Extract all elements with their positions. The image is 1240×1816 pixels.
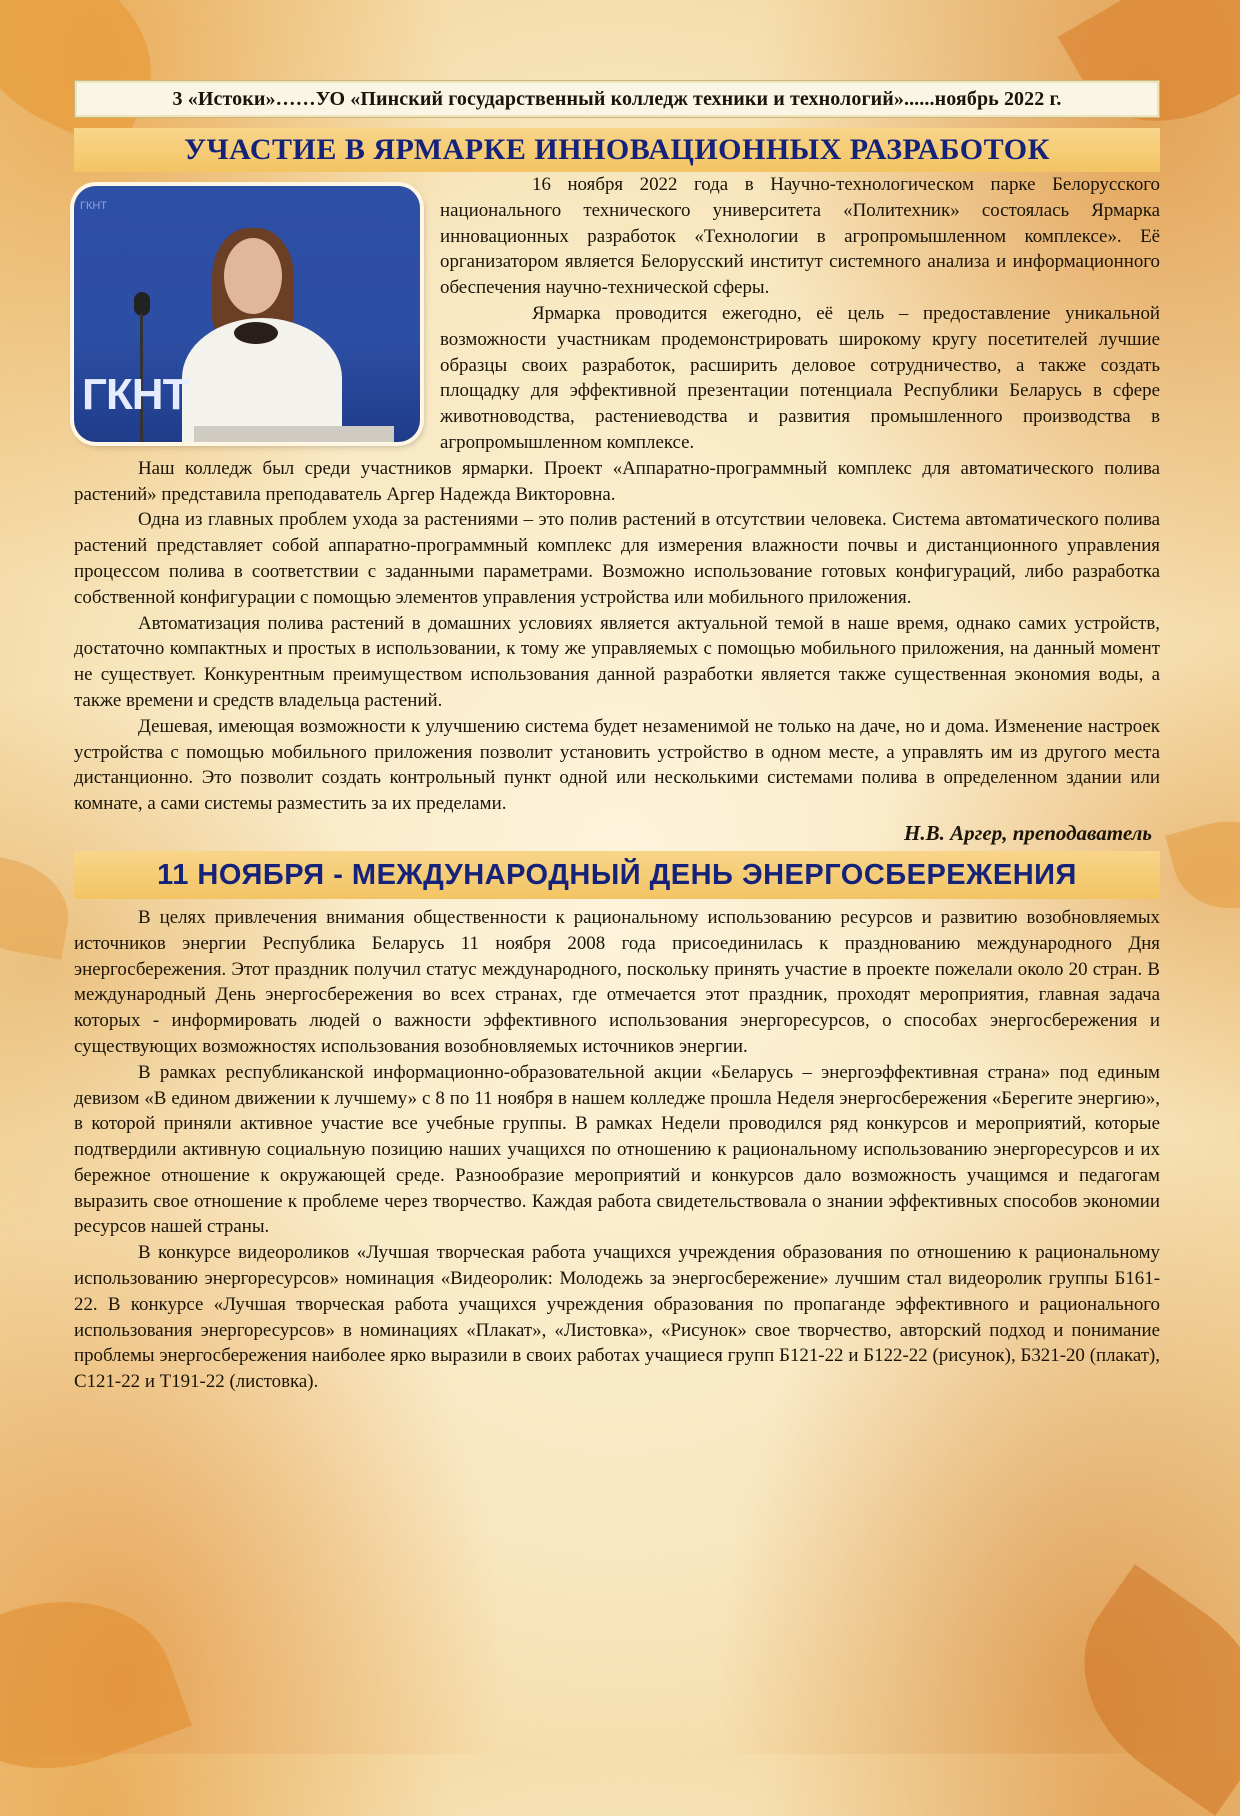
article-body [74, 905, 1160, 1395]
photo-necklace [234, 322, 278, 344]
autumn-leaf-decoration [0, 850, 77, 959]
photo-person-head [224, 238, 282, 314]
autumn-leaf-decoration [1043, 1564, 1240, 1816]
article-title: 11 НОЯБРЯ - МЕЖДУНАРОДНЫЙ ДЕНЬ ЭНЕРГОСБЕРЕЖЕНИЯ [74, 851, 1160, 899]
presenter-photo [74, 186, 420, 442]
article-paragraph: Автоматизация полива растений в домашних условиях является актуальной темой в наше время, однако самих устройств, достаточно компактных и простых в использовании, к тому же управляемых с помощью мобильного приложения, на данный момент не существует. Конкурентным преимуществом использования данной разработки является также существенная экономия воды, а также времени и средств владельца растений. [74, 612, 1160, 711]
autumn-leaf-decoration [1165, 807, 1240, 922]
article-paragraph: Дешевая, имеющая возможности к улучшению система будет незаменимой не только на даче, но и дома. Изменение настроек устройства с помощью мобильного приложения позволит установить устройство в одном месте, а управлять им из другого места дистанционно. Это позволит создать контрольный пункт одной или несколькими системами полива в определенном здании или комнате, а сами системы разместить за их пределами. [74, 715, 1160, 815]
article-paragraph: Одна из главных проблем ухода за растениями – это полив растений в отсутствии человека. Система автоматического полива растений представляет собой аппаратно-программный комплекс для измерения влажности почвы и дистанционного управления процессом полива в соответствии с заданными параметрами. Возможно использование готовых конфигураций, либо разработка собственной конфигурации с помощью элементов управления устройства или мобильного приложения. [74, 509, 1160, 608]
article-title: УЧАСТИЕ В ЯРМАРКЕ ИННОВАЦИОННЫХ РАЗРАБОТОК [74, 128, 1160, 172]
autumn-leaf-decoration [0, 1566, 192, 1804]
article-paragraph: В конкурсе видеороликов «Лучшая творческая работа учащихся учреждения образования по отношению к рациональному использованию энергоресурсов» номинация «Видеоролик: Молодежь за энергосбережение» лучшим стал видеоролик группы Б161-22. В конкурсе «Лучшая творческая работа учащихся учреждения образования по пропаганде эффективного и рационального использования энергоресурсов» в номинациях «Плакат», «Листовка», «Рисунок» свое творчество, авторский подход и понимание проблемы энергосбережения наиболее ярко выразили в своих работах учащиеся групп Б121-22 и Б122-22 (рисунок), Б321-20 (плакат), С121-22 и Т191-22 (листовка). [74, 1242, 1160, 1393]
photo-backdrop-text: ГКНТ [80, 200, 108, 212]
article-body [74, 172, 1160, 817]
article-paragraph: Ярмарка проводится ежегодно, её цель – предоставление уникальной возможности участникам продемонстрировать широкому кругу посетителей лучшие образцы своих разработок, расширить деловое сотрудничество, а также создать площадку для эффективной презентации потенциала Республики Беларусь в сфере животноводства, растениеводства и развития промышленного производства в агропромышленном комплексе. [440, 302, 1160, 453]
author-signature: Н.В. Аргер, преподаватель [904, 820, 1152, 845]
article-paragraph: Наш колледж был среди участников ярмарки. Проект «Аппаратно-программный комплекс для автоматического полива растений» представила преподаватель Аргер Надежда Викторовна. [74, 457, 1160, 505]
article-paragraph: В рамках республиканской информационно-образовательной акции «Беларусь – энергоэффективная страна» под единым девизом «В едином движении к лучшему» с 8 по 11 ноября в нашем колледже прошла Неделя энергосбережения «Берегите энергию», в которой приняли активное участие все учебные группы. В рамках Недели проводился ряд конкурсов и мероприятий, которые подтвердили активную социальную позицию наших учащихся по отношению к рациональному использованию энергоресурсов и их бережное отношение к окружающей среде. Разнообразие мероприятий и конкурсов дало возможность учащимся и педагогам выразить свое отношение к проблеме через творчество. Каждая работа свидетельствовала о знании эффективных способов экономии ресурсов нашей страны. [74, 1061, 1160, 1238]
running-header: 3 «Истоки»……УО «Пинский государственный колледж техники и технологий»......ноябрь 2022 г. [74, 80, 1160, 118]
article-paragraph: 16 ноября 2022 года в Научно-технологическом парке Белорусского национального технического университета «Политехник» состоялась Ярмарка инновационных разработок «Технологии в агропромышленном комплексе». Её организатором является Белорусский институт системного анализа и информационного обеспечения научно-технической сферы. [440, 174, 1160, 299]
photo-logo-text: ГКНТ [82, 370, 189, 419]
newsletter-page [74, 80, 1160, 1395]
microphone-icon [134, 292, 150, 316]
photo-podium [194, 426, 394, 442]
article-paragraph: В целях привлечения внимания общественности к рациональному использованию ресурсов и развитию возобновляемых источников энергии Республика Беларусь 11 ноября 2008 года присоединилась к празднованию международного Дня энергосбережения. Этот праздник получил статус международного, поскольку принять участие в проекте пожелали около 20 стран. В международный День энергосбережения во всех странах, где отмечается этот праздник, проходят мероприятия, главная задача которых - информировать людей о важности эффективного использования энергоресурсов, о способах энергосбережения и существующих возможностях использования возобновляемых источников энергии. [74, 906, 1160, 1057]
